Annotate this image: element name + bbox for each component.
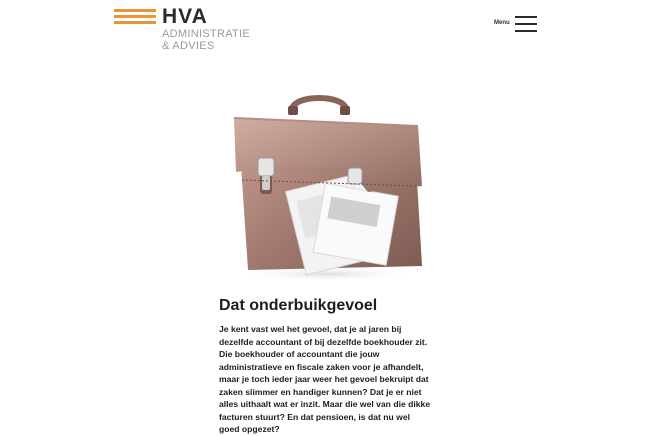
- logo-subtitle: [162, 28, 250, 52]
- logo-subtitle-line2: & ADVIES: [162, 40, 215, 52]
- briefcase-image: [218, 88, 432, 284]
- site-header: [0, 0, 650, 60]
- article-heading: Dat onderbuikgevoel: [219, 297, 378, 314]
- article: [219, 296, 431, 436]
- logo-title: HVA: [162, 5, 208, 28]
- logo-subtitle-line1: ADMINISTRATIE: [162, 28, 251, 40]
- hamburger-menu-icon: [515, 16, 537, 32]
- logo-stripes-icon: [114, 9, 156, 25]
- article-body: Je kent vast wel het gevoel, dat je al jaren bij dezelfde accountant of bij dezelfde boekhouder zit. Die boekhouder of accountant die jouw administratieve en fiscale zaken voor je afhandelt, maar je toch ieder jaar weer het gevoel bekruipt dat zaken slimmer en handiger kunnen? Dat je er niet alles uithaalt wat er inzit. Maar die wel van die dikke facturen stuurt? En dat pensioen, is dat nu wel goed opgezet?: [219, 324, 431, 434]
- menu-label: Menu: [494, 20, 510, 26]
- site-logo[interactable]: [114, 7, 264, 57]
- menu-button[interactable]: [494, 14, 540, 36]
